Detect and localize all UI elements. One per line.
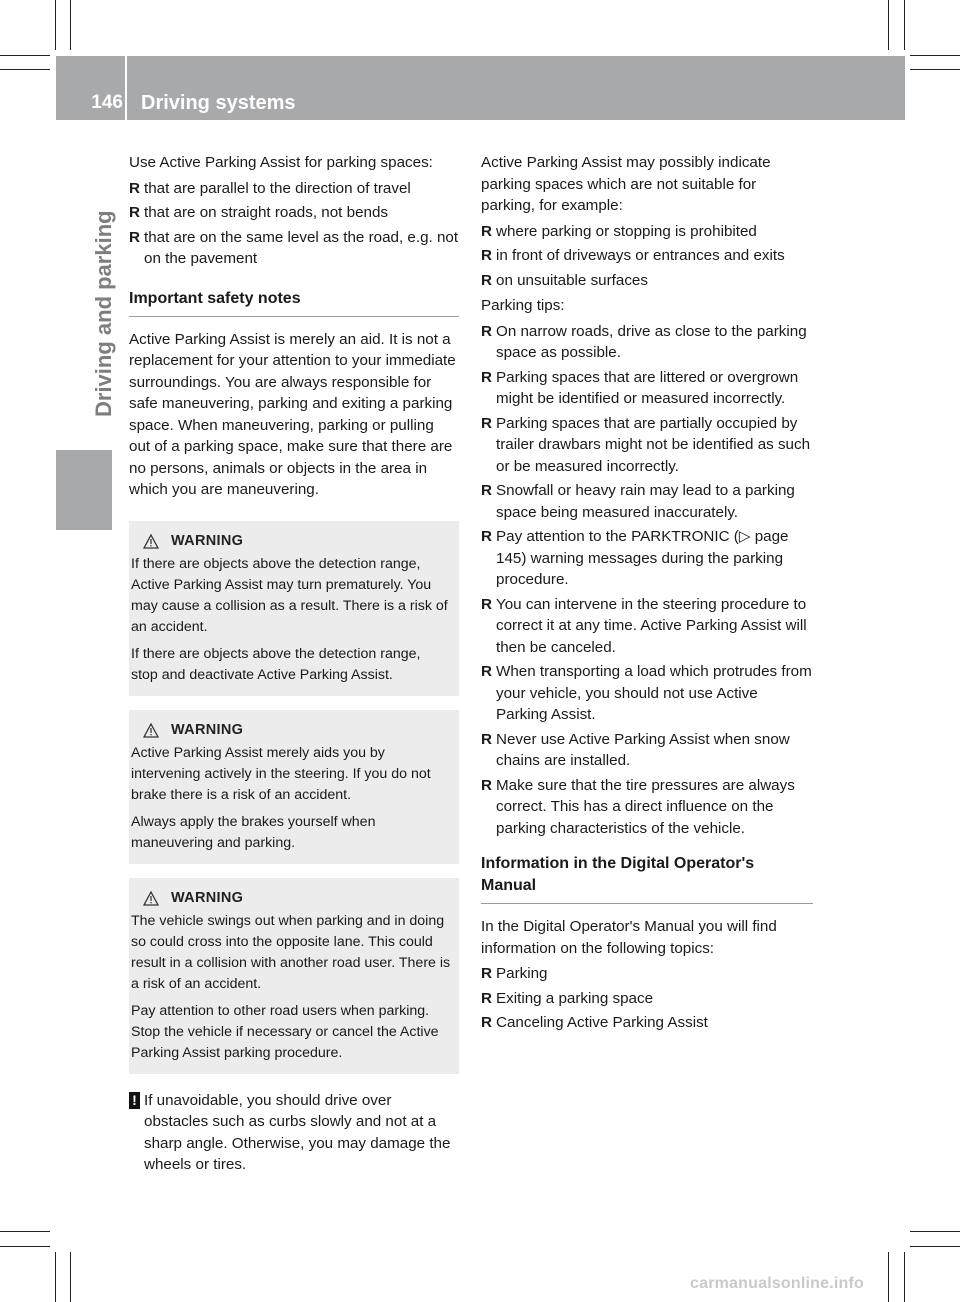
safety-text: Active Parking Assist is merely an aid. It is not a replacement for your attention to your immediate surroundings. You are always responsible for safe maneuvering, parking and exiting a parking space. When maneuvering, parking or pulling out of a parking space, make sure that there are no persons, animals or objects in the area in which you are maneuvering. [129,330,456,498]
warning-text: Pay attention to other road users when parking. Stop the vehicle if necessary or cancel the Active Parking Assist parking procedure. [131,1002,439,1061]
bullet-glyph: R [129,228,140,246]
bullet-glyph: R [481,595,492,613]
watermark: carmanualsonline.info [690,1275,865,1292]
safety-heading: Important safety notes [129,288,459,317]
list-item: R Make sure that the tire pressures are always correct. This has a direct influence on the parking characteristics of the vehicle. [481,776,795,837]
warning-triangle-icon [143,534,159,549]
manual-intro: In the Digital Operator's Manual you will find information on the following topics: [481,918,777,957]
crop-mark [888,0,889,50]
bullet-glyph: R [481,271,492,289]
warning-text: If there are objects above the detection range, Active Parking Assist may turn prematurely. You may cause a collision as a result. There is a risk of an accident. [131,555,448,635]
warning-text: Active Parking Assist merely aids you by intervening actively in the steering. If you do not brake there is a risk of an accident. [131,744,431,803]
list-item: R on unsuitable surfaces [481,270,813,292]
note-text: If unavoidable, you should drive over obstacles such as curbs slowly and not at a sharp angle. Otherwise, you may damage the wheels or tires. [144,1091,451,1173]
crop-mark [904,0,905,50]
unsuitable-list [481,221,813,292]
list-item: R that are parallel to the direction of travel [129,178,459,200]
warning-box [129,521,459,696]
tips-label: Parking tips: [481,297,565,314]
topics-list [481,963,813,1034]
bullet-glyph: R [481,222,492,240]
bullet-glyph: R [481,528,492,545]
warning-text: Always apply the brakes yourself when maneuvering and parking. [131,813,376,851]
crop-mark [904,1252,905,1302]
warning-title: WARNING [171,532,244,549]
crop-mark [55,1252,56,1302]
list-item: R Pay attention to the PARKTRONIC (▷ page 145) warning messages during the parking procedure. [481,528,789,588]
bullet-glyph: R [481,776,492,794]
crop-mark [910,1246,960,1247]
list-item: R Exiting a parking space [481,988,813,1010]
bullet-glyph: R [481,965,492,982]
warning-box [129,710,459,864]
warning-text: The vehicle swings out when parking and in doing so could cross into the opposite lane. This could result in a collision with another road user. There is a risk of an accident. [131,912,451,992]
bullet-glyph: R [481,414,492,432]
list-item: R where parking or stopping is prohibited [481,221,813,243]
list-item: R Canceling Active Parking Assist [481,1012,813,1034]
crop-mark [55,0,56,50]
list-item: R When transporting a load which protrudes from your vehicle, you should not use Active Parking Assist. [481,663,812,723]
left-column [129,152,459,1176]
crop-mark [0,1246,50,1247]
warning-triangle-icon [143,891,159,906]
bullet-glyph: R [129,179,140,197]
side-tab-marker [56,450,112,530]
bullet-glyph: R [481,482,492,499]
crop-mark [0,1231,50,1232]
list-item: R Parking spaces that are partially occupied by trailer drawbars might not be identified as such or be measured incorrectly. [481,414,811,475]
bullet-glyph: R [481,989,492,1007]
list-item: R that are on the same level as the road, e.g. not on the pavement [129,228,459,267]
warning-title: WARNING [171,721,244,738]
intro-text: Use Active Parking Assist for parking spaces: [129,154,433,171]
unsuitable-intro: Active Parking Assist may possibly indicate parking spaces which are not suitable for parking, for example: [481,154,771,214]
crop-mark [888,1252,889,1302]
crop-mark [0,69,50,70]
crop-mark [910,55,960,56]
exclamation-icon: ! [129,1092,140,1109]
list-item: R Never use Active Parking Assist when snow chains are installed. [481,730,790,769]
list-item: R Parking spaces that are littered or overgrown might be identified or measured incorrectly. [481,368,799,407]
list-item: R in front of driveways or entrances and exits [481,245,813,267]
crop-mark [910,1231,960,1232]
bullet-glyph: R [481,1014,492,1031]
bullet-glyph: R [481,322,492,340]
crop-mark [0,55,50,56]
list-item: R Snowfall or heavy rain may lead to a parking space being measured inaccurately. [481,482,795,521]
bullet-glyph: R [481,663,492,680]
warning-box [129,878,459,1074]
list-item: R You can intervene in the steering procedure to correct it at any time. Active Parking Assist will then be canceled. [481,595,807,656]
list-item: R that are on straight roads, not bends [129,202,459,224]
side-tab-label: Driving and parking [91,210,116,417]
warning-triangle-icon [143,723,159,738]
crop-mark [70,1252,71,1302]
list-item: R Parking [481,963,813,985]
list-item: R On narrow roads, drive as close to the parking space as possible. [481,322,807,361]
bullet-glyph: R [481,247,492,264]
intro-bullet-list [129,178,459,270]
warning-text: If there are objects above the detection range, stop and deactivate Active Parking Assist. [131,645,421,683]
page-number: 146 [91,92,123,113]
bullet-glyph: R [129,204,140,221]
right-column [481,152,813,1038]
header-divider [125,56,127,120]
tips-list [481,321,813,840]
bullet-glyph: R [481,730,492,748]
section-title: Driving systems [141,92,296,114]
crop-mark [910,69,960,70]
bullet-glyph: R [481,368,492,386]
warning-title: WARNING [171,889,244,906]
manual-heading: Information in the Digital Operator's Manual [481,853,813,904]
note-block [129,1090,459,1176]
crop-mark [70,0,71,50]
